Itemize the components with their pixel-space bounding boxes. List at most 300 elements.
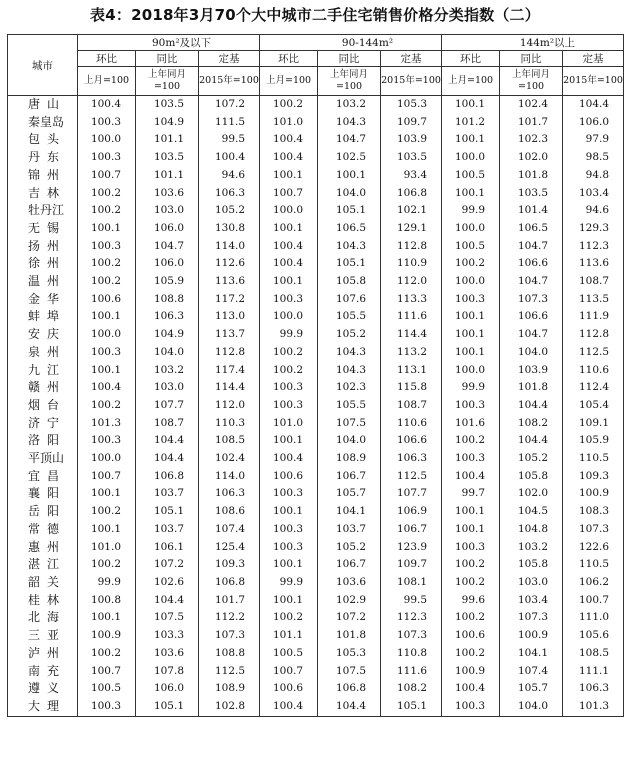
index-value: 100.0 — [260, 308, 318, 326]
index-value: 129.1 — [381, 220, 442, 238]
index-value: 100.6 — [78, 291, 136, 309]
index-value: 107.2 — [199, 96, 260, 114]
index-value: 114.0 — [199, 238, 260, 256]
index-value: 99.6 — [442, 592, 500, 610]
index-value: 105.4 — [563, 397, 624, 415]
table-row — [8, 592, 624, 610]
index-value: 108.7 — [381, 397, 442, 415]
index-value: 100.1 — [260, 556, 318, 574]
city-name: 襄阳 — [8, 485, 78, 503]
city-name: 平顶山 — [8, 450, 78, 468]
index-value: 109.3 — [199, 556, 260, 574]
index-value: 104.7 — [136, 238, 199, 256]
base-mom: 上月=100 — [260, 67, 318, 96]
index-value: 105.6 — [563, 627, 624, 645]
index-value: 113.1 — [381, 362, 442, 380]
index-value: 104.0 — [136, 344, 199, 362]
city-name: 桂林 — [8, 592, 78, 610]
index-value: 108.6 — [199, 503, 260, 521]
index-value: 100.1 — [78, 220, 136, 238]
index-value: 105.3 — [381, 96, 442, 114]
index-value: 100.2 — [260, 362, 318, 380]
index-value: 100.0 — [260, 202, 318, 220]
index-value: 105.1 — [318, 202, 381, 220]
index-value: 106.6 — [500, 308, 563, 326]
table-row — [8, 220, 624, 238]
index-value: 110.9 — [381, 255, 442, 273]
index-value: 103.0 — [500, 574, 563, 592]
index-value: 101.2 — [442, 114, 500, 132]
index-value: 100.3 — [260, 521, 318, 539]
index-value: 93.4 — [381, 167, 442, 185]
index-value: 99.9 — [442, 379, 500, 397]
index-value: 108.2 — [381, 680, 442, 698]
index-value: 100.9 — [78, 627, 136, 645]
index-value: 99.9 — [260, 326, 318, 344]
table-row — [8, 397, 624, 415]
index-value: 104.1 — [318, 503, 381, 521]
index-value: 102.3 — [500, 131, 563, 149]
index-value: 105.9 — [136, 273, 199, 291]
index-value: 100.1 — [78, 485, 136, 503]
index-value: 100.3 — [260, 539, 318, 557]
index-value: 106.7 — [318, 556, 381, 574]
index-value: 103.0 — [136, 202, 199, 220]
index-value: 100.9 — [442, 663, 500, 681]
index-value: 104.3 — [318, 114, 381, 132]
city-name: 锦州 — [8, 167, 78, 185]
index-value: 102.4 — [199, 450, 260, 468]
index-value: 100.3 — [260, 291, 318, 309]
index-value: 100.0 — [442, 220, 500, 238]
index-value: 101.0 — [78, 539, 136, 557]
city-name: 无锡 — [8, 220, 78, 238]
index-value: 103.3 — [136, 627, 199, 645]
index-value: 107.7 — [136, 397, 199, 415]
index-value: 105.2 — [199, 202, 260, 220]
index-value: 109.7 — [381, 556, 442, 574]
sub-mom: 环比 — [442, 51, 500, 67]
index-value: 100.2 — [442, 255, 500, 273]
table-row — [8, 645, 624, 663]
index-value: 106.0 — [136, 255, 199, 273]
index-value: 112.8 — [563, 326, 624, 344]
index-value: 104.9 — [136, 114, 199, 132]
index-value: 105.7 — [318, 485, 381, 503]
base-2015: 2015年=100 — [563, 67, 624, 96]
index-value: 94.6 — [199, 167, 260, 185]
index-value: 100.7 — [260, 185, 318, 203]
index-value: 105.8 — [318, 273, 381, 291]
index-value: 112.5 — [563, 344, 624, 362]
index-value: 103.2 — [500, 539, 563, 557]
table-row — [8, 238, 624, 256]
index-value: 103.7 — [318, 521, 381, 539]
index-value: 106.3 — [199, 485, 260, 503]
index-value: 113.7 — [199, 326, 260, 344]
index-value: 117.4 — [199, 362, 260, 380]
table-row — [8, 114, 624, 132]
index-value: 102.0 — [500, 485, 563, 503]
city-name: 丹东 — [8, 149, 78, 167]
index-value: 100.7 — [78, 167, 136, 185]
index-value: 100.3 — [442, 539, 500, 557]
index-value: 108.3 — [563, 503, 624, 521]
index-value: 100.5 — [442, 167, 500, 185]
index-value: 110.6 — [381, 415, 442, 433]
table-row — [8, 379, 624, 397]
index-value: 100.0 — [78, 326, 136, 344]
index-value: 103.2 — [136, 362, 199, 380]
city-name: 烟台 — [8, 397, 78, 415]
table-row — [8, 485, 624, 503]
index-value: 100.4 — [260, 149, 318, 167]
index-value: 113.3 — [381, 291, 442, 309]
index-value: 100.1 — [318, 167, 381, 185]
index-value: 100.3 — [260, 397, 318, 415]
base-mom: 上月=100 — [78, 67, 136, 96]
index-value: 100.2 — [78, 556, 136, 574]
table-row — [8, 167, 624, 185]
index-value: 107.3 — [199, 627, 260, 645]
index-value: 100.5 — [78, 680, 136, 698]
index-value: 100.1 — [442, 521, 500, 539]
index-value: 99.5 — [199, 131, 260, 149]
city-name: 唐山 — [8, 96, 78, 114]
city-name: 包头 — [8, 131, 78, 149]
index-value: 106.3 — [199, 185, 260, 203]
index-value: 100.3 — [78, 698, 136, 716]
base-yoy: 上年同月=100 — [136, 67, 199, 96]
index-value: 107.3 — [500, 291, 563, 309]
index-value: 123.9 — [381, 539, 442, 557]
index-value: 105.2 — [500, 450, 563, 468]
index-value: 113.6 — [563, 255, 624, 273]
table-row — [8, 432, 624, 450]
index-value: 103.2 — [318, 96, 381, 114]
index-value: 101.8 — [500, 379, 563, 397]
index-value: 100.0 — [78, 450, 136, 468]
city-name: 惠州 — [8, 539, 78, 557]
index-value: 101.3 — [563, 698, 624, 716]
table-row — [8, 149, 624, 167]
index-value: 105.1 — [381, 698, 442, 716]
index-value: 106.7 — [381, 521, 442, 539]
index-value: 112.0 — [381, 273, 442, 291]
index-value: 103.7 — [136, 485, 199, 503]
index-value: 100.4 — [260, 698, 318, 716]
index-value: 107.7 — [381, 485, 442, 503]
table-row — [8, 273, 624, 291]
index-value: 104.3 — [318, 344, 381, 362]
index-value: 100.6 — [260, 680, 318, 698]
index-value: 111.1 — [563, 663, 624, 681]
index-value: 100.2 — [78, 645, 136, 663]
index-value: 103.5 — [500, 185, 563, 203]
base-mom: 上月=100 — [442, 67, 500, 96]
index-value: 100.1 — [442, 344, 500, 362]
table-row — [8, 326, 624, 344]
index-value: 100.1 — [442, 96, 500, 114]
index-value: 107.5 — [136, 609, 199, 627]
index-value: 100.6 — [442, 627, 500, 645]
index-value: 112.5 — [381, 468, 442, 486]
index-value: 100.4 — [78, 96, 136, 114]
index-value: 100.2 — [442, 609, 500, 627]
base-yoy: 上年同月=100 — [500, 67, 563, 96]
table-row — [8, 574, 624, 592]
index-value: 111.6 — [381, 663, 442, 681]
base-yoy: 上年同月=100 — [318, 67, 381, 96]
index-value: 106.0 — [563, 114, 624, 132]
index-value: 114.4 — [381, 326, 442, 344]
index-value: 101.0 — [260, 114, 318, 132]
index-value: 102.9 — [318, 592, 381, 610]
city-name: 蚌埠 — [8, 308, 78, 326]
city-name: 扬州 — [8, 238, 78, 256]
index-value: 110.5 — [563, 450, 624, 468]
base-row — [8, 67, 624, 96]
index-value: 103.0 — [136, 379, 199, 397]
index-value: 111.0 — [563, 609, 624, 627]
index-value: 101.7 — [500, 114, 563, 132]
city-name: 北海 — [8, 609, 78, 627]
index-value: 103.4 — [500, 592, 563, 610]
index-value: 100.4 — [78, 379, 136, 397]
index-value: 106.8 — [318, 680, 381, 698]
table-body — [8, 96, 624, 717]
index-value: 104.3 — [318, 238, 381, 256]
index-value: 100.0 — [442, 273, 500, 291]
index-value: 100.2 — [78, 503, 136, 521]
index-value: 104.8 — [500, 521, 563, 539]
index-value: 107.8 — [136, 663, 199, 681]
index-value: 100.7 — [260, 663, 318, 681]
index-value: 106.5 — [500, 220, 563, 238]
index-value: 102.3 — [318, 379, 381, 397]
table-row — [8, 468, 624, 486]
table-row — [8, 609, 624, 627]
index-value: 100.1 — [260, 592, 318, 610]
city-name: 牡丹江 — [8, 202, 78, 220]
index-value: 110.8 — [381, 645, 442, 663]
table-row — [8, 627, 624, 645]
index-value: 100.9 — [563, 485, 624, 503]
table-row — [8, 663, 624, 681]
index-value: 110.3 — [199, 415, 260, 433]
index-value: 104.0 — [500, 698, 563, 716]
index-value: 100.2 — [260, 609, 318, 627]
index-value: 100.1 — [260, 167, 318, 185]
index-value: 105.3 — [318, 645, 381, 663]
index-value: 100.0 — [442, 149, 500, 167]
index-value: 100.3 — [78, 149, 136, 167]
index-value: 101.1 — [260, 627, 318, 645]
index-value: 112.3 — [381, 609, 442, 627]
sub-mom: 环比 — [78, 51, 136, 67]
index-value: 102.6 — [136, 574, 199, 592]
index-value: 100.1 — [260, 503, 318, 521]
index-value: 100.3 — [78, 432, 136, 450]
index-value: 100.3 — [78, 238, 136, 256]
city-name: 宜昌 — [8, 468, 78, 486]
index-value: 104.4 — [136, 592, 199, 610]
index-value: 105.2 — [318, 539, 381, 557]
table-row — [8, 308, 624, 326]
index-value: 101.4 — [500, 202, 563, 220]
index-value: 100.1 — [78, 521, 136, 539]
index-value: 101.8 — [318, 627, 381, 645]
index-value: 100.0 — [442, 362, 500, 380]
index-value: 100.2 — [260, 344, 318, 362]
index-value: 109.7 — [381, 114, 442, 132]
index-value: 103.4 — [563, 185, 624, 203]
table-row — [8, 698, 624, 716]
index-value: 106.6 — [381, 432, 442, 450]
index-value: 104.0 — [318, 432, 381, 450]
sub-base: 定基 — [199, 51, 260, 67]
index-value: 108.9 — [199, 680, 260, 698]
index-value: 100.3 — [78, 114, 136, 132]
index-value: 106.3 — [136, 308, 199, 326]
index-value: 99.5 — [381, 592, 442, 610]
index-value: 106.0 — [136, 220, 199, 238]
index-value: 104.5 — [500, 503, 563, 521]
index-value: 99.9 — [442, 202, 500, 220]
city-column-header: 城市 — [8, 35, 78, 96]
table-row — [8, 521, 624, 539]
index-value: 100.4 — [442, 468, 500, 486]
index-value: 105.1 — [136, 503, 199, 521]
city-name: 洛阳 — [8, 432, 78, 450]
index-value: 100.2 — [78, 273, 136, 291]
index-value: 113.0 — [199, 308, 260, 326]
index-value: 102.5 — [318, 149, 381, 167]
index-value: 100.1 — [78, 609, 136, 627]
index-value: 112.8 — [381, 238, 442, 256]
index-value: 104.7 — [500, 238, 563, 256]
sub-base: 定基 — [563, 51, 624, 67]
index-value: 108.8 — [199, 645, 260, 663]
index-value: 100.3 — [442, 291, 500, 309]
index-value: 100.7 — [78, 468, 136, 486]
table-row — [8, 202, 624, 220]
table-row — [8, 255, 624, 273]
index-value: 104.0 — [318, 185, 381, 203]
index-value: 100.0 — [78, 131, 136, 149]
city-name: 湛江 — [8, 556, 78, 574]
index-value: 104.7 — [500, 326, 563, 344]
index-value: 102.4 — [500, 96, 563, 114]
index-value: 100.3 — [442, 397, 500, 415]
subheader-row — [8, 51, 624, 67]
table-row — [8, 344, 624, 362]
index-value: 104.4 — [136, 450, 199, 468]
index-value: 107.5 — [318, 415, 381, 433]
index-value: 111.5 — [199, 114, 260, 132]
index-value: 113.2 — [381, 344, 442, 362]
index-value: 106.5 — [318, 220, 381, 238]
city-name: 南充 — [8, 663, 78, 681]
index-value: 109.1 — [563, 415, 624, 433]
index-value: 106.7 — [318, 468, 381, 486]
sub-yoy: 同比 — [136, 51, 199, 67]
index-value: 100.4 — [199, 149, 260, 167]
sub-mom: 环比 — [260, 51, 318, 67]
index-value: 101.8 — [500, 167, 563, 185]
index-value: 101.3 — [78, 415, 136, 433]
city-name: 遵义 — [8, 680, 78, 698]
index-value: 100.1 — [78, 362, 136, 380]
table-row — [8, 556, 624, 574]
index-value: 105.7 — [500, 680, 563, 698]
price-index-table — [7, 34, 624, 717]
index-value: 104.7 — [500, 273, 563, 291]
index-value: 104.4 — [136, 432, 199, 450]
index-value: 106.0 — [136, 680, 199, 698]
sub-yoy: 同比 — [318, 51, 381, 67]
index-value: 129.3 — [563, 220, 624, 238]
index-value: 110.5 — [563, 556, 624, 574]
index-value: 130.8 — [199, 220, 260, 238]
city-name: 韶关 — [8, 574, 78, 592]
index-value: 100.7 — [563, 592, 624, 610]
city-name: 岳阳 — [8, 503, 78, 521]
index-value: 100.3 — [78, 344, 136, 362]
index-value: 107.3 — [500, 609, 563, 627]
city-name: 秦皇岛 — [8, 114, 78, 132]
index-value: 103.5 — [381, 149, 442, 167]
index-value: 100.5 — [442, 238, 500, 256]
index-value: 100.1 — [260, 273, 318, 291]
index-value: 112.3 — [563, 238, 624, 256]
index-value: 101.0 — [260, 415, 318, 433]
index-value: 104.9 — [136, 326, 199, 344]
index-value: 103.6 — [136, 185, 199, 203]
index-value: 108.9 — [318, 450, 381, 468]
index-value: 100.4 — [260, 450, 318, 468]
city-name: 吉林 — [8, 185, 78, 203]
index-value: 125.4 — [199, 539, 260, 557]
index-value: 108.1 — [381, 574, 442, 592]
index-value: 105.2 — [318, 326, 381, 344]
city-name: 泸州 — [8, 645, 78, 663]
table-title: 表4：2018年3月70个大中城市二手住宅销售价格分类指数（二） — [90, 6, 540, 24]
index-value: 106.2 — [563, 574, 624, 592]
index-value: 122.6 — [563, 539, 624, 557]
table-row — [8, 185, 624, 203]
index-value: 102.1 — [381, 202, 442, 220]
city-name: 金华 — [8, 291, 78, 309]
index-value: 107.3 — [381, 627, 442, 645]
index-value: 100.3 — [260, 379, 318, 397]
table-row — [8, 503, 624, 521]
index-value: 112.2 — [199, 609, 260, 627]
table-row — [8, 539, 624, 557]
index-value: 117.2 — [199, 291, 260, 309]
index-value: 112.8 — [199, 344, 260, 362]
index-value: 111.6 — [381, 308, 442, 326]
index-value: 108.7 — [563, 273, 624, 291]
index-value: 100.1 — [260, 432, 318, 450]
index-value: 105.8 — [500, 468, 563, 486]
index-value: 100.2 — [442, 432, 500, 450]
index-value: 103.6 — [318, 574, 381, 592]
index-value: 100.3 — [260, 485, 318, 503]
index-value: 104.3 — [318, 362, 381, 380]
table-row — [8, 450, 624, 468]
table-row — [8, 96, 624, 114]
